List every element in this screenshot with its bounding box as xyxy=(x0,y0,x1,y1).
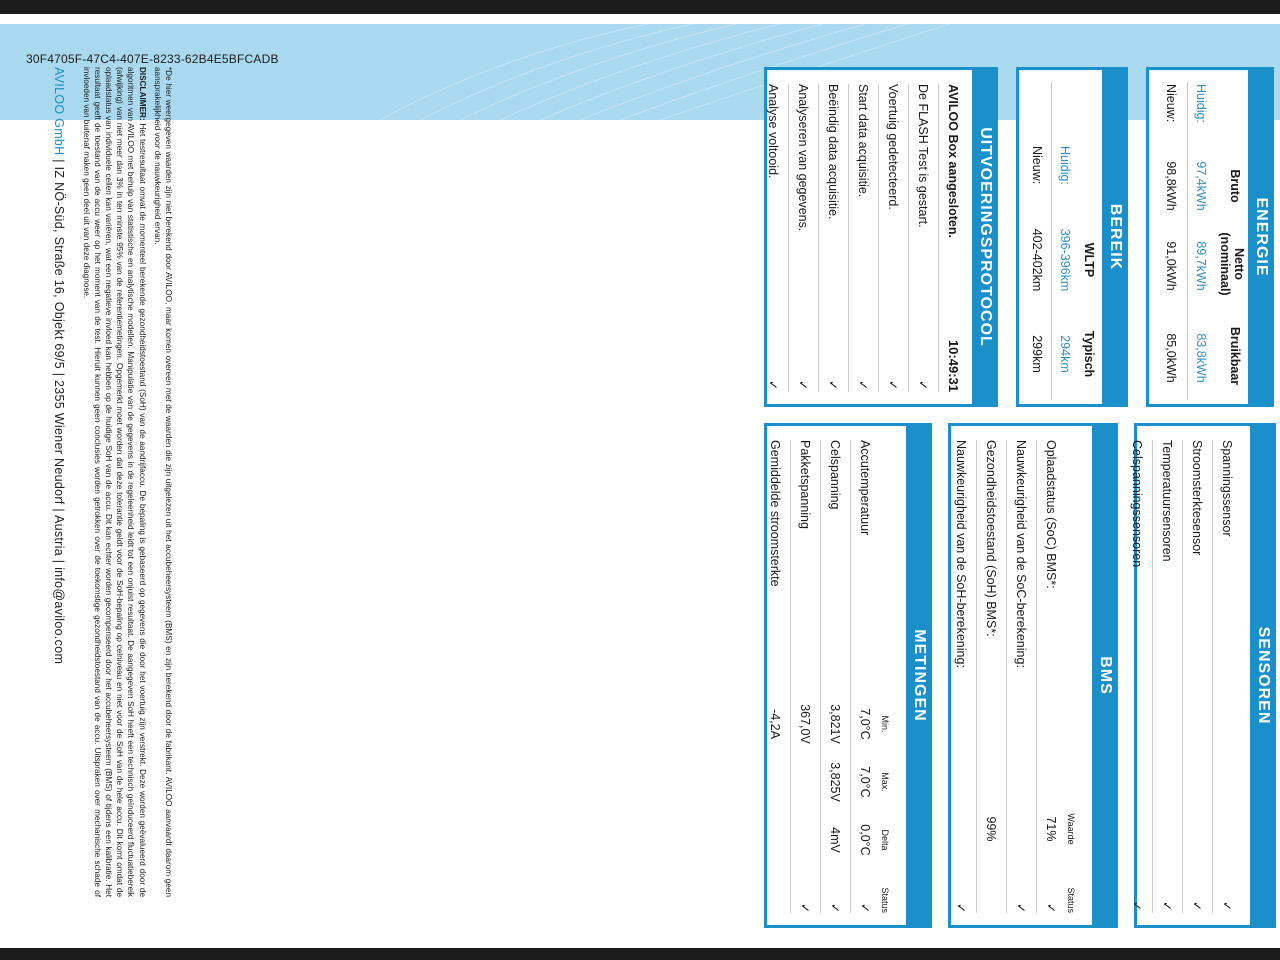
uitvoering-step-label: De FLASH Test is gestart. xyxy=(916,84,931,228)
bms-label: Nauwkeurigheid van de SoH-berekening: xyxy=(954,440,969,668)
bereik-card xyxy=(1016,67,1128,407)
sensor-label: Stroomsterktesensor xyxy=(1190,440,1205,556)
sensoren-title: SENSOREN xyxy=(1250,423,1276,928)
rotated-content xyxy=(0,67,1280,947)
metingen-max: 7,0°C xyxy=(858,766,873,798)
check-icon: ✓ xyxy=(1044,902,1059,913)
bms-label: Gezondheidstoestand (SoH) BMS*: xyxy=(984,440,999,637)
energie-row-nieuw-label: Nieuw: xyxy=(1164,84,1178,123)
bms-row xyxy=(1006,440,1036,913)
bereik-nieuw-wltp: 402-402km xyxy=(1030,228,1044,292)
uitvoering-step-label: Analyseren van gegevens. xyxy=(796,84,811,232)
energie-nieuw-bruikbaar: 85,0kWh xyxy=(1164,333,1178,383)
bereik-huidig-typisch: 294km xyxy=(1058,335,1072,373)
uitvoering-step xyxy=(818,84,848,392)
bms-label: Oplaadstatus (SoC) BMS*: xyxy=(1044,440,1059,589)
check-icon: ✓ xyxy=(858,902,873,913)
check-icon: ✓ xyxy=(826,379,841,391)
bms-value: 99% xyxy=(984,816,999,842)
sensor-label: Temperatuursensoren xyxy=(1160,440,1175,562)
energie-row-huidig-label: Huidig: xyxy=(1194,84,1208,123)
company-brand: AVILOO GmbH xyxy=(52,67,67,156)
metingen-col-min: Min. xyxy=(880,715,890,733)
uitvoering-header-row xyxy=(938,84,968,392)
bms-col-header xyxy=(1066,440,1088,913)
sensor-item xyxy=(1182,440,1212,913)
check-icon: ✓ xyxy=(766,379,781,391)
check-icon: ✓ xyxy=(1160,900,1175,912)
company-address: | IZ NÖ-Süd, Straße 16, Objekt 69/5 | 2355 Wiener Neudorf | Austria | info@aviloo.com xyxy=(52,159,67,665)
energie-nieuw-bruto: 98,8kWh xyxy=(1164,161,1178,211)
bms-title: BMS xyxy=(1092,423,1118,928)
bereik-col-typisch: Typisch xyxy=(1082,330,1096,378)
metingen-min: 367,0V xyxy=(798,704,813,744)
uitvoering-header-time: 10:49:31 xyxy=(946,339,961,392)
uitvoering-step xyxy=(878,84,908,392)
energie-huidig-bruto: 97,4kWh xyxy=(1194,161,1208,211)
uitvoering-title: UITVOERINGSPROTOCOL xyxy=(972,67,998,407)
metingen-row xyxy=(850,440,880,913)
bms-row xyxy=(1036,440,1066,913)
sensor-label: Celspanningssensoren xyxy=(1130,440,1145,568)
sensor-item xyxy=(1123,440,1152,913)
bottom-dark-bar xyxy=(0,948,1280,960)
metingen-row xyxy=(820,440,850,913)
metingen-col-header xyxy=(880,440,902,913)
uitvoering-step-label: Beëindig data acquisitie. xyxy=(826,84,841,220)
company-line xyxy=(52,67,66,927)
check-icon: ✓ xyxy=(1130,900,1145,912)
check-icon: ✓ xyxy=(886,379,901,391)
energie-col-bruikbaar: Bruikbaar xyxy=(1228,326,1242,386)
bereik-title: BEREIK xyxy=(1102,67,1128,407)
bereik-huidig-wltp: 396-396km xyxy=(1058,228,1072,292)
bereik-nieuw-typisch: 299km xyxy=(1030,335,1044,373)
uitvoering-step-label: Start data acquisitie. xyxy=(856,84,871,198)
sensor-label: Spanningssensor xyxy=(1220,440,1235,537)
footnote-text xyxy=(80,67,174,897)
energie-col-netto: Netto (nominaal) xyxy=(1218,232,1246,296)
bms-value: 71% xyxy=(1044,816,1059,842)
bereik-row-huidig-label: Huidig: xyxy=(1058,146,1072,185)
metingen-col-delta: Delta xyxy=(880,829,890,851)
bms-label: Nauwkeurigheid van de SoC-berekening: xyxy=(1014,440,1029,668)
check-icon: ✓ xyxy=(796,379,811,391)
metingen-label: Pakketspanning xyxy=(798,440,813,529)
metingen-delta: 4mV xyxy=(828,827,843,853)
uitvoering-step xyxy=(908,84,938,392)
sensor-item xyxy=(1152,440,1182,913)
document-id: 30F4705F-47C4-407E-8233-62B4E5BFCADB xyxy=(26,52,279,66)
uitvoering-header-label: AVILOO Box aangesloten. xyxy=(946,84,961,238)
energie-title: ENERGIE xyxy=(1248,67,1274,407)
uitvoering-step-label: Voertuig gedetecteerd. xyxy=(886,84,901,210)
check-icon: ✓ xyxy=(916,379,931,391)
check-icon: ✓ xyxy=(856,379,871,391)
check-icon: ✓ xyxy=(1220,900,1235,912)
uitvoering-step xyxy=(788,84,818,392)
bms-row xyxy=(947,440,976,913)
footer-block xyxy=(52,67,174,927)
bms-card xyxy=(948,423,1118,928)
bereik-row-nieuw-label: Nieuw: xyxy=(1030,146,1044,185)
energie-divider xyxy=(1187,82,1188,400)
bereik-divider xyxy=(1051,82,1052,400)
metingen-label: Celspanning xyxy=(828,440,843,510)
metingen-title: METINGEN xyxy=(906,423,932,928)
top-dark-bar xyxy=(0,0,1280,14)
bms-col-value: Waarde xyxy=(1066,813,1076,845)
check-icon: ✓ xyxy=(798,902,813,913)
metingen-col-status: Status xyxy=(880,887,890,913)
uitvoering-step-label: Analyse voltooid. xyxy=(766,84,781,179)
metingen-min: 3,821V xyxy=(828,704,843,744)
metingen-min: -4,2A xyxy=(768,709,783,739)
bms-col-status: Status xyxy=(1066,887,1076,913)
uitvoering-step xyxy=(848,84,878,392)
metingen-card xyxy=(764,423,932,928)
energie-col-bruto: Bruto xyxy=(1228,169,1242,203)
check-icon: ✓ xyxy=(954,902,969,913)
disclaimer-text: Het testresultaat omvat de momenteel berekende gezondheidstoestand (SoH) van de aandrijfaccu. De bepaling is gebaseerd op gegevens die door het voertuig zijn verstrekt. Deze worden geëvalueerd door de algoritmen van AVILOO met behulp van statistische en analytische modellen. Manipulatie van de gegevens in de regeleenheid leidt tot een onjuist resultaat. De aangegeven SoH heeft een technisch geïnduceerd fluctuatiebereik (afwijking) van niet meer dan 3% in ten minste 95% van de referentiemetingen. Opgemerkt moet worden dat deze tolerantie geldt voor de SoH-bepaling op celniveau en niet voor de SoH van de hele accu. Dit komt omdat de oplaadstatus van individuele cellen kan variëren, wat een negatieve invloed kan hebben op de huidige SoH van de accu. Dit kan echter worden gecompenseerd door het accubeheersysteem (BMS) of tijdens een kalibratie. Het resultaat geeft de toestand van de accu weer op het moment van de test. Hieruit kunnen geen conclusies worden getrokken over de toekomstige gezondheidstoestand van de accu. Uitspraken over mechanische schade of invloeden van buitenaf maken geen deel uit van deze diagnose. xyxy=(81,67,147,897)
energie-huidig-netto: 89,7kWh xyxy=(1194,241,1208,291)
metingen-label: Accutemperatuur xyxy=(858,440,873,536)
bms-row xyxy=(976,440,1006,913)
energie-huidig-bruikbaar: 83,8kWh xyxy=(1194,333,1208,383)
metingen-row xyxy=(761,440,790,913)
metingen-max: 3,825V xyxy=(828,762,843,802)
disclaimer-label: DISCLAIMER: xyxy=(137,67,147,121)
metingen-label: Gemiddelde stroomsterkte xyxy=(768,440,783,587)
energie-nieuw-netto: 91,0kWh xyxy=(1164,241,1178,291)
energie-card xyxy=(1146,67,1274,407)
bereik-col-wltp: WLTP xyxy=(1082,242,1096,278)
uitvoeringsprotocol-card xyxy=(764,67,998,407)
sensor-item xyxy=(1212,440,1242,913)
metingen-row xyxy=(790,440,820,913)
footnote: *De hier weergegeven waarden zijn niet berekend door AVILOO, maar komen overeen met de waarden die zijn uitgelezen uit het accubeheersysteem (BMS) en zijn berekend door de fabrikant. AVILOO aanvaardt daarom geen aansprakelijkheid voor de nauwkeurigheid ervan. xyxy=(152,67,173,897)
metingen-col-max: Max. xyxy=(880,772,890,792)
metingen-min: 7,0°C xyxy=(858,708,873,740)
check-icon: ✓ xyxy=(1014,902,1029,913)
metingen-delta: 0,0°C xyxy=(858,824,873,856)
check-icon: ✓ xyxy=(828,902,843,913)
uitvoering-step xyxy=(759,84,788,392)
disclaimer-paragraph xyxy=(80,67,147,897)
check-icon: ✓ xyxy=(1190,900,1205,912)
sensoren-card xyxy=(1130,423,1276,928)
